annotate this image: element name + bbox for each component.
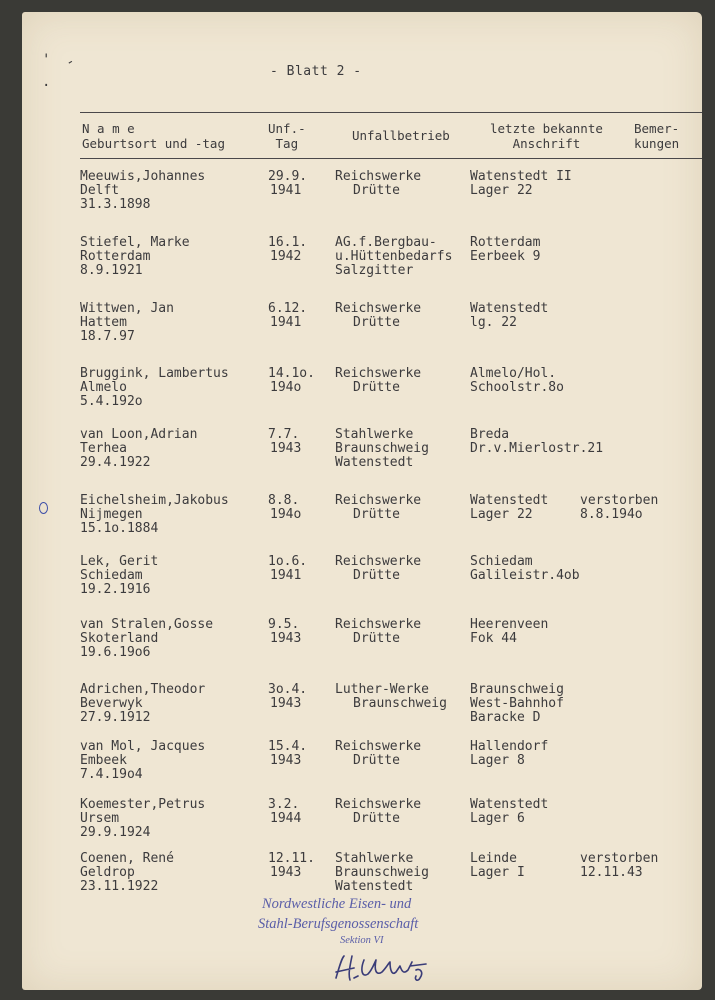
person-name-birth-line: 7.4.19o4 [80,767,143,782]
accident-company [335,555,421,583]
person-name-birth [80,555,158,597]
accident-date-line: 7.7. [268,427,300,442]
punch-mark: . [42,74,51,90]
accident-date [268,852,315,880]
header-address: letzte bekannte Anschrift [490,121,603,151]
last-known-address-line: Lager I [470,865,525,880]
person-name-birth [80,494,229,536]
person-name-birth-line: Delft [80,183,120,198]
accident-date-line: 16.1. [268,235,308,250]
last-known-address [470,555,580,583]
accident-date-line: 1943 [270,631,302,646]
accident-company [335,302,421,330]
accident-date-line: 3o.4. [268,682,308,697]
accident-company [335,683,447,711]
accident-date [268,302,307,330]
last-known-address [470,170,572,198]
accident-company [335,740,421,768]
stamp-line-2: Stahl-Berufsgenossenschaft [258,916,419,932]
last-known-address-line: Dr.v.Mierlostr.21 [470,441,604,456]
last-known-address-line: Breda [470,427,510,442]
punch-mark: ' [42,52,51,68]
accident-company-line: Reichswerke [335,366,422,381]
accident-date-line: 1943 [270,753,302,768]
header-date: Unf.- Tag [268,121,306,151]
person-name-birth-line: 31.3.1898 [80,197,151,212]
accident-date-line: 1942 [270,249,302,264]
person-name-birth-line: Rotterdam [80,249,151,264]
person-name-birth [80,428,197,470]
accident-company-line: Reichswerke [335,617,422,632]
person-name-birth [80,302,174,344]
person-name-birth-line: van Loon,Adrian [80,427,198,442]
accident-date-line: 9.5. [268,617,300,632]
person-name-birth [80,740,205,782]
person-name-birth-line: 8.9.1921 [80,263,143,278]
last-known-address [470,852,525,880]
accident-date [268,236,307,264]
sheet-number: - Blatt 2 - [270,64,362,79]
accident-date [268,367,315,395]
accident-company-line: Reichswerke [335,739,422,754]
signature-icon [330,950,440,986]
accident-company-line: Reichswerke [335,493,422,508]
accident-date-line: 194o [270,507,302,522]
person-name-birth-line: Koemester,Petrus [80,797,206,812]
header-company: Unfallbetrieb [352,128,450,143]
person-name-birth-line: Meeuwis,Johannes [80,169,206,184]
accident-date-line: 1943 [270,441,302,456]
person-name-birth-line: Wittwen, Jan [80,301,174,316]
punch-mark: - [62,52,78,72]
person-name-birth-line: Geldrop [80,865,135,880]
header-remarks: Bemer- kungen [634,121,680,151]
accident-date-line: 1941 [270,183,302,198]
accident-date-line: 1943 [270,865,302,880]
remarks-line: 12.11.43 [580,865,643,880]
accident-company-line: Reichswerke [335,797,422,812]
person-name-birth-line: 15.1o.1884 [80,521,159,536]
person-name-birth-line: 29.4.1922 [80,455,151,470]
accident-date [268,618,301,646]
last-known-address-line: Rotterdam [470,235,541,250]
person-name-birth-line: Bruggink, Lambertus [80,366,229,381]
accident-company-line: Drütte [353,315,400,330]
accident-company-line: Reichswerke [335,169,422,184]
last-known-address-line: Almelo/Hol. [470,366,557,381]
last-known-address [470,302,548,330]
last-known-address [470,428,603,456]
person-name-birth [80,170,205,212]
accident-date-line: 14.1o. [268,366,315,381]
person-name-birth [80,852,174,894]
accident-company-line: Stahlwerke [335,427,414,442]
person-name-birth [80,683,205,725]
last-known-address-line: Watenstedt [470,301,549,316]
accident-company [335,236,452,278]
remarks-line: verstorben [580,851,659,866]
accident-company [335,798,421,826]
person-name-birth-line: Coenen, René [80,851,174,866]
accident-date-line: 194o [270,380,302,395]
person-name-birth-line: Stiefel, Marke [80,235,190,250]
person-name-birth-line: 5.4.192o [80,394,143,409]
person-name-birth-line: 19.2.1916 [80,582,151,597]
accident-company-line: Drütte [353,507,400,522]
accident-date [268,740,307,768]
last-known-address-line: Lager 22 [470,507,533,522]
last-known-address-line: Fok 44 [470,631,517,646]
person-name-birth-line: van Mol, Jacques [80,739,206,754]
last-known-address-line: Braunschweig [470,682,564,697]
header-name: N a m e Geburtsort und -tag [82,121,225,151]
accident-date-line: 29.9. [268,169,308,184]
last-known-address [470,618,548,646]
remarks [580,494,658,522]
person-name-birth-line: Hattem [80,315,127,330]
header-bottom-rule [80,158,702,159]
person-name-birth-line: 18.7.97 [80,329,135,344]
accident-date [268,428,301,456]
remarks-line: verstorben [580,493,659,508]
accident-company [335,494,421,522]
last-known-address-line: West-Bahnhof [470,696,564,711]
accident-date-line: 8.8. [268,493,300,508]
accident-date [268,555,307,583]
accident-company-line: Drütte [353,380,400,395]
accident-date [268,170,307,198]
last-known-address [470,367,564,395]
last-known-address-line: Lager 6 [470,811,525,826]
last-known-address-line: Schoolstr.8o [470,380,564,395]
accident-company-line: Braunschweig [353,696,447,711]
last-known-address-line: Watenstedt [470,797,549,812]
accident-date-line: 1o.6. [268,554,308,569]
last-known-address-line: Leinde [470,851,517,866]
person-name-birth-line: 23.11.1922 [80,879,159,894]
person-name-birth-line: Schiedam [80,568,143,583]
accident-company-line: Braunschweig [335,865,429,880]
last-known-address-line: Watenstedt [470,493,549,508]
last-known-address-line: lg. 22 [470,315,517,330]
last-known-address-line: Watenstedt II [470,169,572,184]
accident-date [268,798,301,826]
accident-date-line: 3.2. [268,797,300,812]
person-name-birth-line: Eichelsheim,Jakobus [80,493,229,508]
last-known-address [470,798,548,826]
accident-date-line: 15.4. [268,739,308,754]
accident-company-line: Drütte [353,753,400,768]
accident-company [335,170,421,198]
person-name-birth [80,618,213,660]
last-known-address [470,683,564,725]
accident-date-line: 6.12. [268,301,308,316]
person-name-birth-line: van Stralen,Gosse [80,617,214,632]
person-name-birth-line: Almelo [80,380,127,395]
person-name-birth-line: Ursem [80,811,120,826]
person-name-birth-line: Embeek [80,753,127,768]
remarks-line: 8.8.194o [580,507,643,522]
last-known-address-line: Baracke D [470,710,541,725]
last-known-address [470,740,548,768]
person-name-birth-line: Nijmegen [80,507,143,522]
last-known-address [470,494,548,522]
stamp-line-3: Sektion VI [340,935,384,946]
circle-mark-icon [39,502,48,514]
accident-company-line: Drütte [353,631,400,646]
last-known-address-line: Lager 8 [470,753,525,768]
person-name-birth-line: 19.6.19o6 [80,645,151,660]
accident-company-line: Stahlwerke [335,851,414,866]
accident-company [335,367,421,395]
person-name-birth [80,236,190,278]
accident-date [268,494,301,522]
accident-date-line: 1944 [270,811,302,826]
accident-company-line: Luther-Werke [335,682,429,697]
person-name-birth-line: Terhea [80,441,127,456]
last-known-address-line: Hallendorf [470,739,549,754]
person-name-birth-line: Adrichen,Theodor [80,682,206,697]
header-top-rule [80,112,702,113]
person-name-birth-line: Beverwyk [80,696,143,711]
accident-company [335,428,429,470]
accident-date-line: 1941 [270,315,302,330]
accident-date-line: 12.11. [268,851,315,866]
accident-company-line: Reichswerke [335,301,422,316]
accident-company-line: Watenstedt [335,879,414,894]
accident-company-line: Watenstedt [335,455,414,470]
person-name-birth-line: 27.9.1912 [80,710,151,725]
accident-company-line: AG.f.Bergbau- [335,235,437,250]
accident-company-line: Drütte [353,811,400,826]
person-name-birth-line: Lek, Gerit [80,554,159,569]
accident-company-line: Drütte [353,568,400,583]
accident-company [335,618,421,646]
last-known-address-line: Lager 22 [470,183,533,198]
person-name-birth-line: 29.9.1924 [80,825,151,840]
accident-company [335,852,429,894]
stamp-line-1: Nordwestliche Eisen- und [262,896,412,912]
remarks [580,852,658,880]
accident-company-line: Drütte [353,183,400,198]
last-known-address [470,236,540,264]
accident-company-line: Salzgitter [335,263,414,278]
accident-date [268,683,307,711]
last-known-address-line: Galileistr.4ob [470,568,580,583]
accident-company-line: Reichswerke [335,554,422,569]
accident-company-line: Braunschweig [335,441,429,456]
person-name-birth [80,798,205,840]
accident-company-line: u.Hüttenbedarfs [335,249,453,264]
accident-date-line: 1943 [270,696,302,711]
person-name-birth-line: Skoterland [80,631,159,646]
person-name-birth [80,367,229,409]
accident-date-line: 1941 [270,568,302,583]
last-known-address-line: Schiedam [470,554,533,569]
last-known-address-line: Eerbeek 9 [470,249,541,264]
last-known-address-line: Heerenveen [470,617,549,632]
